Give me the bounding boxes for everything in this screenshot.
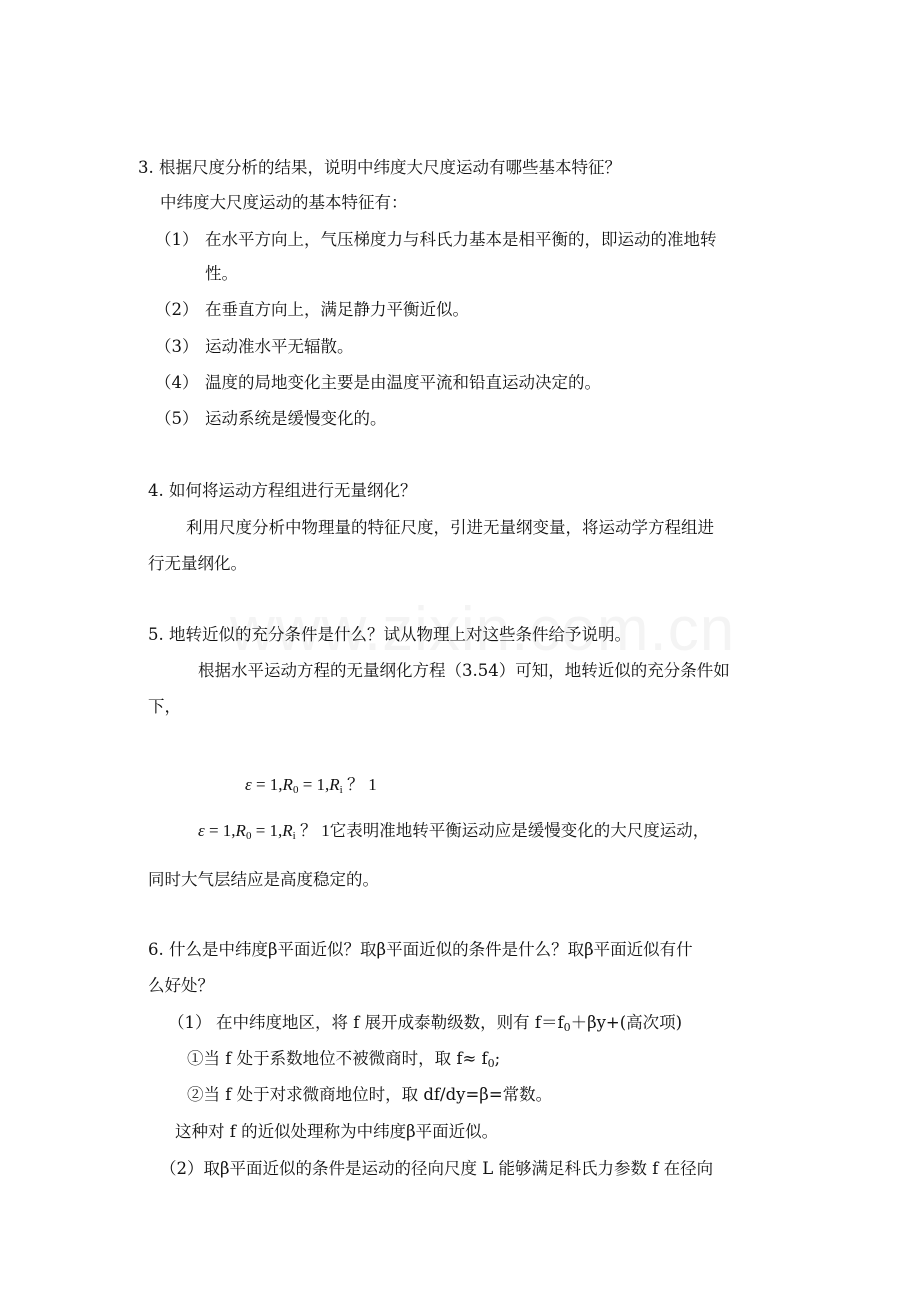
list-item-num: （3）	[155, 337, 199, 356]
question-4-title: 4. 如何将运动方程组进行无量纲化？	[148, 481, 417, 500]
list-item-text: 在垂直方向上，满足静力平衡近似。	[205, 300, 469, 319]
geostrophic-condition-formula: $\varepsilon = 1,R_0 = 1,R_i$ ？ 1	[245, 775, 377, 796]
approximation-case-1: ①当 f 处于系数地位不被微商时，取 $f\approx f_0$;	[187, 1049, 501, 1070]
list-item-continuation: 性。	[205, 264, 238, 283]
question-6-title: 6. 什么是中纬度β平面近似？取β平面近似的条件是什么？取β平面近似有什	[148, 940, 693, 959]
question-3-intro: 中纬度大尺度运动的基本特征有：	[160, 193, 408, 212]
beta-plane-condition: （2）取β平面近似的条件是运动的径向尺度 L 能够满足科氏力参数 f 在径向	[160, 1159, 714, 1178]
list-item-num: （4）	[155, 373, 199, 392]
list-item-num: （1）	[155, 230, 199, 249]
question-5-answer-end: 同时大气层结应是高度稳定的。	[148, 870, 379, 889]
question-5-answer: 根据水平运动方程的无量纲化方程（3.54）可知，地转近似的充分条件如	[198, 661, 730, 680]
list-item-num: （5）	[155, 409, 199, 428]
geostrophic-condition-explanation: $\varepsilon = 1,R_0 = 1,R_i$ ？ 1它表明准地转平衡运动应是缓慢变化的大尺度运动，	[198, 821, 710, 842]
question-5-title: 5. 地转近似的充分条件是什么？试从物理上对这些条件给予说明。	[148, 625, 631, 644]
list-item-text: 温度的局地变化主要是由温度平流和铅直运动决定的。	[205, 373, 601, 392]
approximation-case-2: ②当 f 处于对求微商地位时，取 df/dy=β=常数。	[187, 1085, 553, 1104]
list-item-text: 运动准水平无辐散。	[205, 337, 354, 356]
question-5-answer-cont: 下，	[148, 697, 181, 716]
inline-formula: $\varepsilon = 1,R_0 = 1,R_i$ ？ 1	[198, 821, 330, 842]
list-item-text: 在水平方向上，气压梯度力与科氏力基本是相平衡的，即运动的准地转	[205, 230, 717, 249]
question-6-title-cont: 么好处？	[148, 976, 214, 995]
list-item-num: （1）	[168, 1013, 212, 1032]
question-4-answer-cont: 行无量纲化。	[148, 554, 247, 573]
taylor-expansion-text: 在中纬度地区，将 f 展开成泰勒级数，则有 $f=f_0+\beta y+$(高次项)	[216, 1013, 683, 1034]
question-3-title: 3. 根据尺度分析的结果，说明中纬度大尺度运动有哪些基本特征？	[138, 158, 621, 177]
list-item-num: （2）	[155, 300, 199, 319]
beta-plane-summary: 这种对 f 的近似处理称为中纬度β平面近似。	[175, 1122, 499, 1141]
question-4-answer: 利用尺度分析中物理量的特征尺度，引进无量纲变量，将运动学方程组进	[186, 518, 714, 537]
list-item-text: 运动系统是缓慢变化的。	[205, 409, 387, 428]
